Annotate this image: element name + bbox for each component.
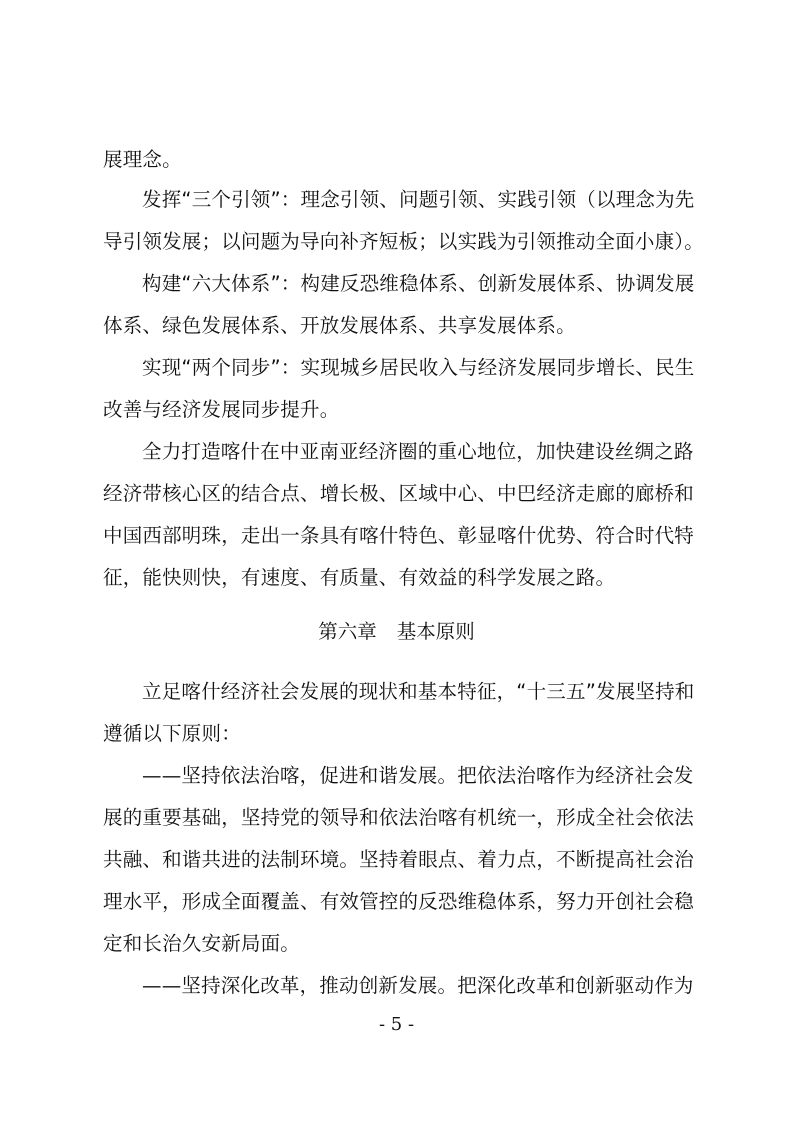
paragraph-line: 展理念。 [103, 148, 182, 171]
paragraph-line: 构建“六大体系”：构建反恐维稳体系、创新发展体系、协调发展 [142, 272, 695, 295]
chapter-title: 基本原则 [396, 620, 475, 643]
paragraph-line: 实现“两个同步”：实现城乡居民收入与经济发展同步增长、民生 [142, 356, 695, 379]
paragraph-line: 遵循以下原则： [103, 722, 241, 745]
paragraph-line: 经济带核心区的结合点、增长极、区域中心、中巴经济走廊的廊桥和 [103, 482, 695, 505]
paragraph-line: ——坚持深化改革，推动创新发展。把深化改革和创新驱动作为 [142, 974, 694, 997]
paragraph-line: 共融、和谐共进的法制环境。坚持着眼点、着力点，不断提高社会治 [103, 848, 695, 871]
paragraph-line: 理水平，形成全面覆盖、有效管控的反恐维稳体系，努力开创社会稳 [103, 890, 695, 913]
paragraph-line: 改善与经济发展同步提升。 [103, 398, 340, 421]
paragraph-line: 全力打造喀什在中亚南亚经济圈的重心地位，加快建设丝绸之路 [142, 440, 694, 463]
paragraph-line: 发挥“三个引领”：理念引领、问题引领、实践引领（以理念为先 [142, 188, 695, 211]
chapter-heading [0, 620, 793, 644]
paragraph-line: 导引领发展；以问题为导向补齐短板；以实践为引领推动全面小康）。 [103, 230, 704, 253]
paragraph-line: 展的重要基础，坚持党的领导和依法治喀有机统一，形成全社会依法 [103, 806, 695, 829]
paragraph-line: 中国西部明珠，走出一条具有喀什特色、彰显喀什优势、符合时代特 [103, 524, 695, 547]
paragraph-line: 定和长治久安新局面。 [103, 932, 301, 955]
paragraph-line: ——坚持依法治喀，促进和谐发展。把依法治喀作为经济社会发 [142, 764, 694, 787]
paragraph-line: 征，能快则快，有速度、有质量、有效益的科学发展之路。 [103, 566, 616, 589]
chapter-number: 第六章 [318, 620, 377, 643]
page-number: - 5 - [378, 1014, 415, 1035]
paragraph-line: 立足喀什经济社会发展的现状和基本特征，“十三五”发展坚持和 [142, 680, 695, 703]
paragraph-line: 体系、绿色发展体系、开放发展体系、共享发展体系。 [103, 314, 576, 337]
